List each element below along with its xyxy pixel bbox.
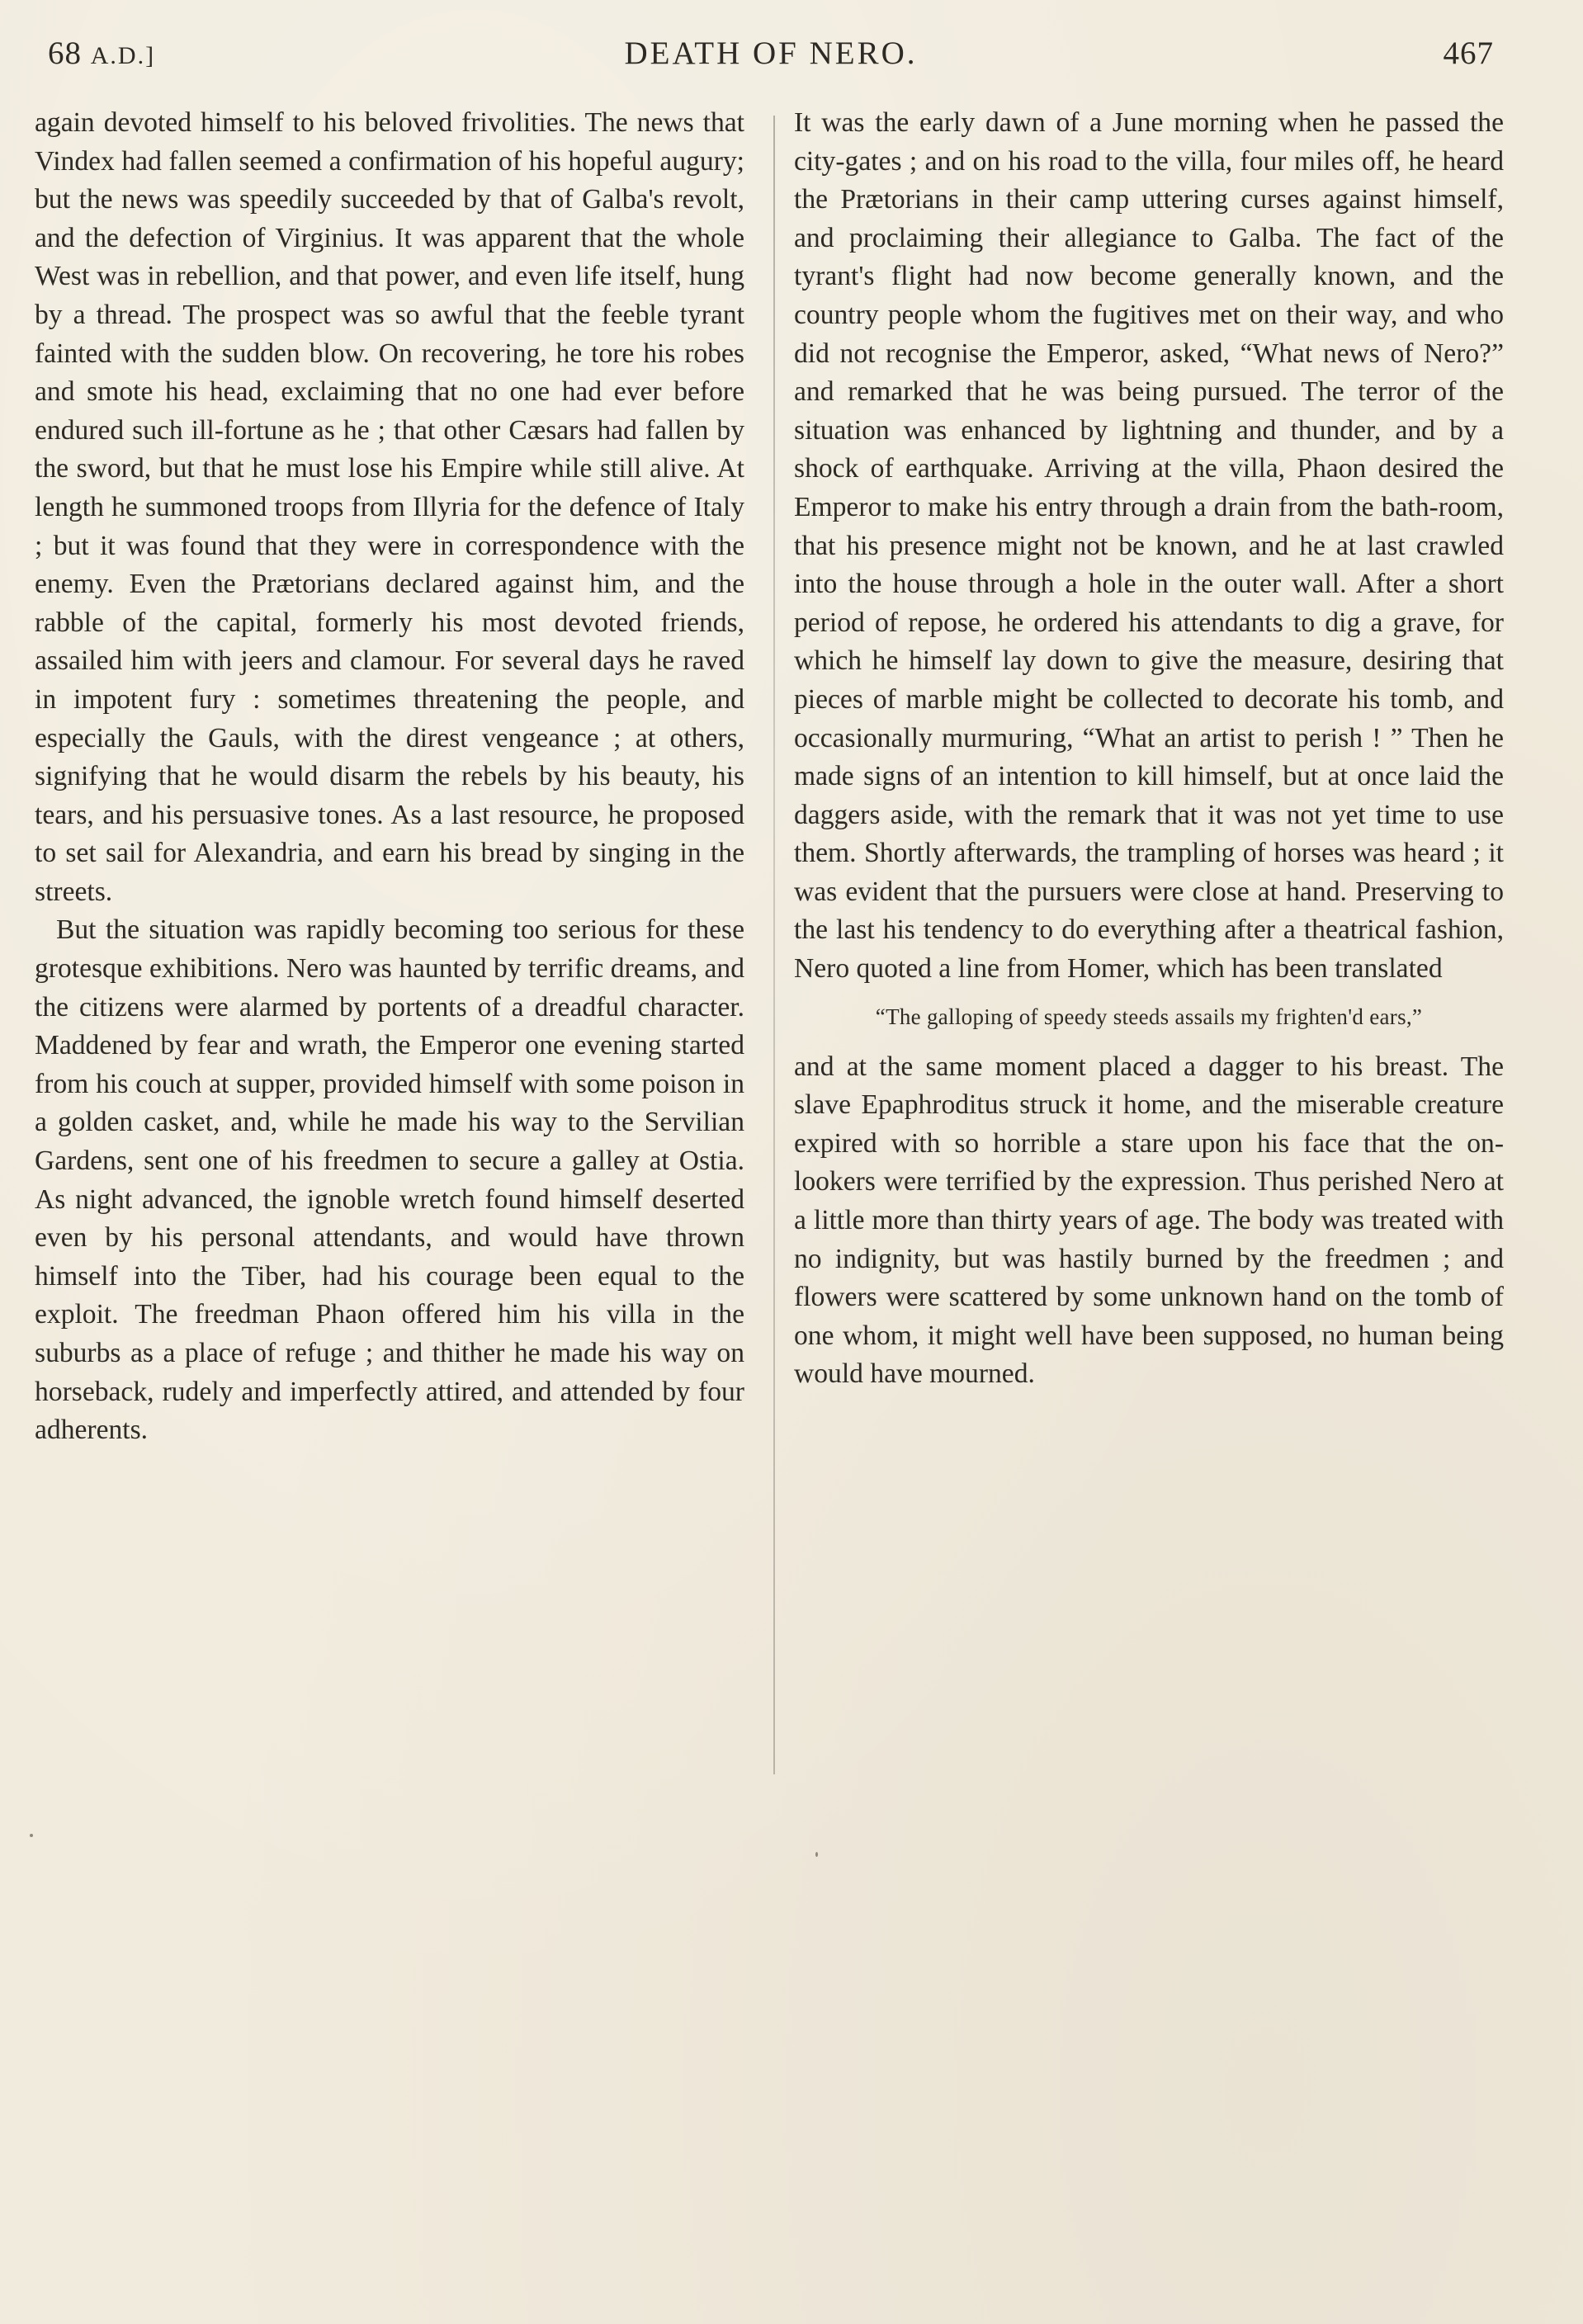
print-speck [815, 1852, 818, 1857]
running-head [48, 35, 1494, 81]
right-column [794, 104, 1504, 1394]
left-column [35, 104, 744, 1450]
column-divider [773, 116, 775, 1774]
paragraph: again devoted himself to his beloved frivolities. The news that Vindex had fallen seemed a confirmation of his hopeful augury; but the news was speedily succeeded by that of Galba's revolt, and the defection of Virginius. It was apparent that the whole West was in rebellion, and that power, and even life itself, hung by a thread. The prospect was so awful that the feeble tyrant fainted with the sudden blow. On recovering, he tore his robes and smote his head, exclaiming that no one had ever before endured such ill-fortune as he ; that other Cæsars had fallen by the sword, but that he must lose his Empire while still alive. At length he summoned troops from Illyria for the defence of Italy ; but it was found that they were in correspondence with the enemy. Even the Prætorians declared against him, and the rabble of the capital, formerly his most devoted friends, assailed him with jeers and clamour. For several days he raved in impotent fury : sometimes threatening the people, and especially the Gauls, with the direst vengeance ; at others, signifying that he would disarm the rebels by his beauty, his tears, and his persuasive tones. As a last resource, he proposed to set sail for Alexandria, and earn his bread by singing in the streets. [35, 107, 744, 907]
paragraph: But the situation was rapidly becoming too serious for these grotesque exhibitions. Nero was haunted by terrific dreams, and the citizens were alarmed by portents of a dreadful character. Maddened by fear and wrath, the Emperor one evening started from his couch at supper, provided himself with some poison in a golden casket, and, while he made his way to the Servilian Gardens, sent one of his freedmen to secure a galley at Ostia. As night advanced, the ignoble wretch found himself deserted even by his personal attendants, and would have thrown himself into the Tiber, had his courage been equal to the exploit. The freedman Phaon offered him his villa in the suburbs as a place of refuge ; and thither he made his way on horseback, rudely and imperfectly attired, and attended by four adherents. [35, 914, 744, 1446]
header-era: A.D.] [90, 42, 156, 69]
page-title: DEATH OF NERO. [624, 35, 918, 71]
header-year: 68 [48, 35, 82, 71]
paragraph: and at the same moment placed a dagger to his breast. The slave Epaphroditus struck it home, and the miserable creature expired with so horrible a stare upon his face that the on-lookers were terrified by the expression. Thus perished Nero at a little more than thirty years of age. The body was treated with no indignity, but was hastily burned by the freedmen ; and flowers were scattered by some unknown hand on the tomb of one whom, it might well have been supposed, no human being would have mourned. [794, 1051, 1504, 1390]
print-speck [30, 1834, 33, 1837]
paragraph: It was the early dawn of a June morning when he passed the city-gates ; and on his road to the villa, four miles off, he heard the Prætorians in their camp uttering curses against himself, and proclaiming their allegiance to Galba. The fact of the tyrant's flight had now become generally known, and the country people whom the fugitives met on their way, and who did not recognise the Emperor, asked, “What news of Nero?” and remarked that he was being pursued. The terror of the situation was enhanced by lightning and thunder, and by a shock of earthquake. Arriving at the villa, Phaon desired the Emperor to make his entry through a drain from the bath-room, that his presence might not be known, and he at last crawled into the house through a hole in the outer wall. After a short period of repose, he ordered his attendants to dig a grave, for which he himself lay down to give the measure, desiring that pieces of marble might be collected to decorate his tomb, and occasionally murmuring, “What an artist to perish ! ” Then he made signs of an intention to kill himself, but at once laid the daggers aside, with the remark that it was not yet time to use them. Shortly afterwards, the trampling of horses was heard ; it was evident that the pursuers were close at hand. Preserving to the last his tendency to do everything after a theatrical fashion, Nero quoted a line from Homer, which has been translated [794, 107, 1504, 985]
page-number: 467 [1443, 35, 1494, 71]
homer-quote: “The galloping of speedy steeds assails my frighten'd ears,” [875, 1004, 1423, 1029]
